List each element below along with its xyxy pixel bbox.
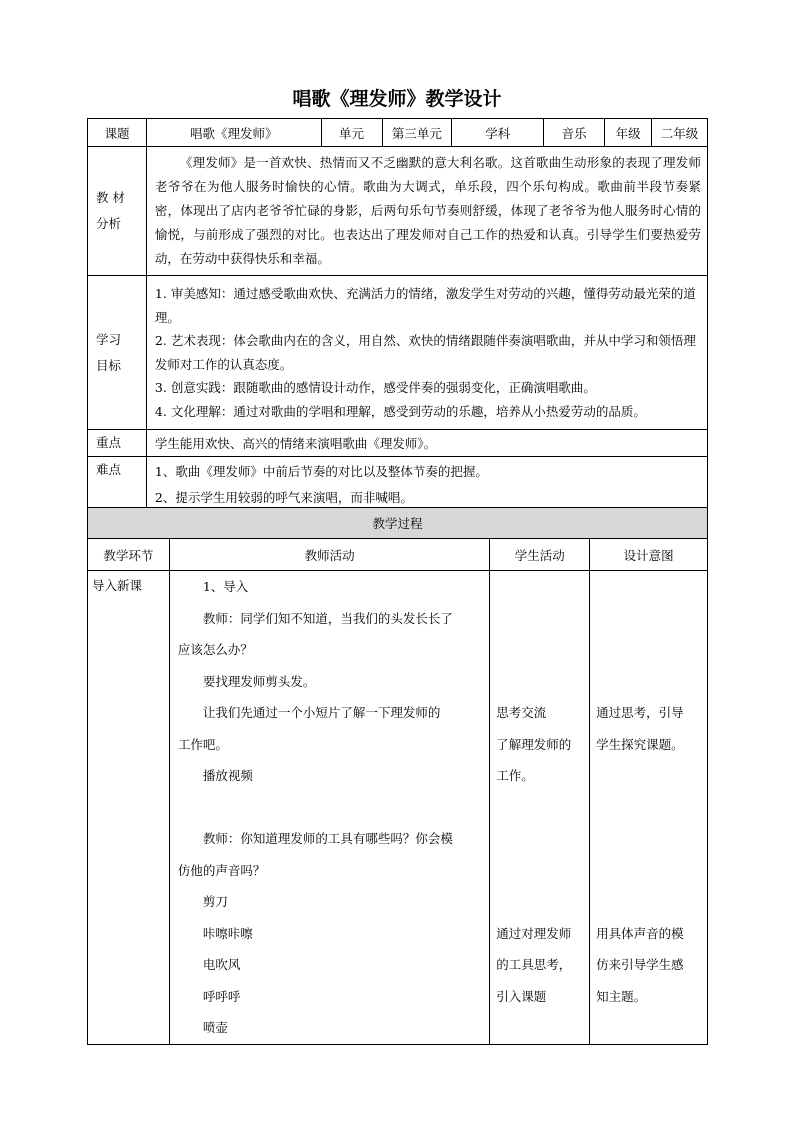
teacher-line: 教师：你知道理发师的工具有哪些吗？你会模 xyxy=(202,831,453,846)
analysis-row xyxy=(88,147,708,276)
key-text: 学生能用欢快、高兴的情绪来演唱歌曲《理发师》。 xyxy=(146,430,707,457)
topic-value: 唱歌《理发师》 xyxy=(146,119,321,147)
info-row xyxy=(88,119,708,147)
student-line: 引入课题 xyxy=(496,988,547,1004)
teacher-line: 电吹风 xyxy=(202,957,241,972)
student-line: 通过对理发师 xyxy=(496,925,572,941)
goal-item: 2. 艺术表现：体会歌曲内在的含义，用自然、欢快的情绪跟随伴奏演唱歌曲，并从中学习和领悟理发师对工作的认真态度。 xyxy=(154,333,696,372)
student-activity xyxy=(490,571,590,1045)
header-stage: 教学环节 xyxy=(88,539,170,571)
subject-value: 音乐 xyxy=(544,119,605,147)
student-line xyxy=(496,855,583,887)
intent-line xyxy=(596,666,701,698)
header-intent: 设计意图 xyxy=(590,539,708,571)
teacher-line: 呼呼呼 xyxy=(202,988,241,1004)
intent-line xyxy=(596,886,701,918)
teacher-line: 1、导入 xyxy=(202,579,249,594)
teacher-line: 教师：同学们知不知道，当我们的头发长长了 xyxy=(202,610,453,626)
grade-label: 年级 xyxy=(605,119,652,147)
stage-cell: 导入新课 xyxy=(88,571,170,1045)
difficulty-label: 难点 xyxy=(88,457,147,514)
header-teacher: 教师活动 xyxy=(169,539,489,571)
process-header-row xyxy=(88,539,708,571)
intent-line: 仿来引导学生感 xyxy=(596,957,684,972)
student-line xyxy=(496,666,583,698)
difficulty-item: 1、歌曲《理发师》中前后节奏的对比以及整体节奏的把握。 xyxy=(154,464,488,479)
intent-line xyxy=(596,571,701,603)
grade-value: 二年级 xyxy=(652,119,708,147)
student-line: 了解理发师的 xyxy=(496,736,572,752)
student-line xyxy=(496,634,583,666)
teacher-line: 要找理发师剪头发。 xyxy=(202,673,316,689)
intent-line: 通过思考，引导 xyxy=(596,705,684,720)
goals-label: 学习 目标 xyxy=(88,276,147,430)
intent-line: 知主题。 xyxy=(596,988,647,1004)
intent-line xyxy=(596,760,701,792)
teacher-line: 剪刀 xyxy=(202,894,228,909)
goals-row xyxy=(88,276,708,430)
analysis-label: 教 材 分析 xyxy=(88,147,147,276)
process-title-row xyxy=(88,508,708,539)
student-line xyxy=(496,603,583,635)
student-line: 工作。 xyxy=(496,768,534,783)
difficulty-item: 2、提示学生用较弱的呼气来演唱，而非喊唱。 xyxy=(154,490,413,505)
teacher-line: 仿他的声音吗？ xyxy=(177,862,266,878)
design-intent xyxy=(590,571,708,1045)
goal-item: 3. 创意实践：跟随歌曲的感情设计动作，感受伴奏的强弱变化，正确演唱歌曲。 xyxy=(154,380,596,395)
subject-label: 学科 xyxy=(452,119,544,147)
teacher-line: 咔嚓咔嚓 xyxy=(202,925,253,941)
teacher-activity xyxy=(169,571,489,1045)
goal-item: 4. 文化理解：通过对歌曲的学唱和理解，感受到劳动的乐趣，培养从小热爱劳动的品质。 xyxy=(154,403,646,419)
intent-line xyxy=(596,792,701,824)
teacher-line: 播放视频 xyxy=(202,768,253,783)
intent-line xyxy=(596,603,701,635)
difficulty-row xyxy=(88,457,708,514)
teacher-line: 让我们先通过一个小短片了解一下理发师的 xyxy=(202,705,441,720)
header-student: 学生活动 xyxy=(490,539,590,571)
student-line xyxy=(496,571,583,603)
student-line: 思考交流 xyxy=(496,705,547,720)
difficulty-list xyxy=(146,457,707,514)
intent-line xyxy=(596,634,701,666)
key-row xyxy=(88,430,708,457)
student-line xyxy=(496,823,583,855)
teacher-line: 工作吧。 xyxy=(177,736,228,752)
teacher-line: 喷壶 xyxy=(202,1020,228,1035)
analysis-text: 《理发师》是一首欢快、热情而又不乏幽默的意大利名歌。这首歌曲生动形象的表现了理发师老爷爷在为他人服务时愉快的心情。歌曲为大调式，单乐段，四个乐句构成。歌曲前半段节奏紧密，体现出了店内老爷爷忙碌的身影，后两句乐句节奏则舒缓，体现了老爷爷为他人服务时心情的愉悦，与前形成了强烈的对比。也表达出了理发师对自己工作的热爱和认真。引导学生们要热爱劳动，在劳动中获得快乐和幸福。 xyxy=(146,147,707,276)
document-title: 唱歌《理发师》教学设计 xyxy=(292,88,502,110)
teacher-line xyxy=(178,792,481,824)
lesson-info-table xyxy=(87,118,708,514)
topic-label: 课题 xyxy=(88,119,147,147)
goals-list xyxy=(146,276,707,430)
intent-line xyxy=(596,855,701,887)
process-title: 教学过程 xyxy=(88,508,708,539)
unit-value: 第三单元 xyxy=(382,119,452,147)
unit-label: 单元 xyxy=(321,119,382,147)
intent-line: 用具体声音的模 xyxy=(596,925,684,941)
student-line: 的工具思考， xyxy=(496,957,572,972)
intent-line xyxy=(596,823,701,855)
goal-item: 1. 审美感知：通过感受歌曲欢快、充满活力的情绪，激发学生对劳动的兴趣，懂得劳动最光荣的道理。 xyxy=(154,286,696,325)
process-row xyxy=(88,571,708,1045)
student-line xyxy=(496,886,583,918)
teacher-line: 应该怎么办？ xyxy=(177,642,253,657)
key-label: 重点 xyxy=(88,430,147,457)
teaching-process-table xyxy=(87,507,708,1045)
student-line xyxy=(496,792,583,824)
intent-line: 学生探究课题。 xyxy=(596,736,684,752)
